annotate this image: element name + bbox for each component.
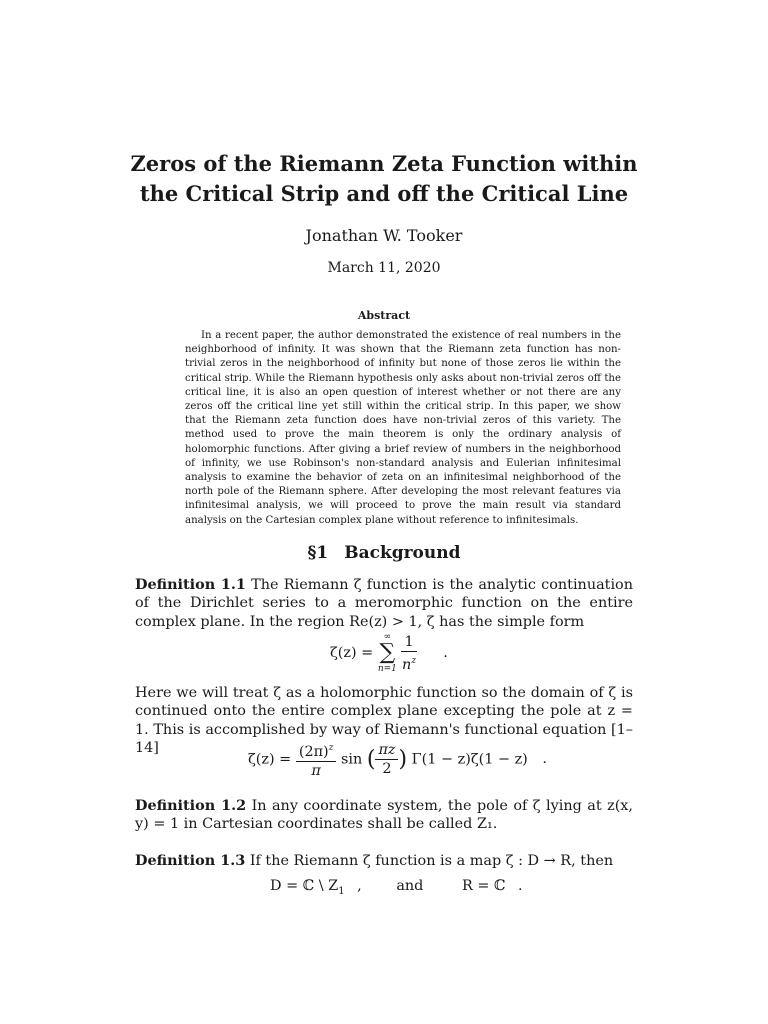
paper-title	[0, 149, 768, 209]
section-number: §1	[307, 543, 329, 563]
definition-1-3-label: Definition 1.3	[135, 852, 246, 869]
definition-1-1-text: The Riemann ζ function is the analytic continuation of the Dirichlet series to a meromorphic function on the entire complex plane. In the region Re(z) > 1, ζ has the simple form	[135, 577, 633, 630]
eq2-arg-fraction	[375, 741, 398, 778]
title-line-1: Zeros of the Riemann Zeta Function within	[130, 151, 638, 176]
definition-1-2-label: Definition 1.2	[135, 797, 247, 814]
date: March 11, 2020	[327, 260, 441, 276]
paper-page: Zeros of the Riemann Zeta Function within the Critical Strip and off the Critical Line Jonathan W. Tooker March 11, 2020 Abstract In a recent paper, the author demonstrated the existence of real numbers in the neighborhood of infinity. It was shown that the Riemann zeta function has non-trivial zeros in the neighborhood of infinity but none of those zeros lie within the critical strip. While the Riemann hypothesis only asks about non-trivial zeros off the critical line, it is also an open question of interest whether or not there are any zeros off the critical line yet still within the critical strip. In this paper, we show that the Riemann zeta function does have non-trivial zeros of this variety. The method used to prove the main theorem is only the ordinary analysis of holomorphic functions. After giving a brief review of numbers in the neighborhood of infinity, we use Robinson's non-standard analysis and Eulerian infinitesimal analysis to examine the behavior of zeta on an infinitesimal neighborhood of the north pole of the Riemann sphere. After developing the most relevant features via infinitesimal analysis, we will proceed to prove the main result via standard analysis on the Cartesian complex plane without reference to infinitesimals. §1 Background Definition 1.1 The Riemann ζ function is the analytic continuation of the Dirichlet series to a meromorphic function on the entire complex plane. In the region Re(z) > 1, ζ has the simple form ζ(z) = ∞ ∑ n=1 $\frac{1}{n^z}$ . Here we will treat ζ as a holomorphic function so the domain of ζ is continued onto the entire complex plane excepting the pole at z = 1. This is accomplished by way of Riemann's functional equation [1–14] ζ(z) = $\frac{(2\pi)^z}{\pi}$ sin ( $\frac{\pi z}{2}$ ) Γ(1 − z)ζ(1 − z) . Definition 1.2 In any coordinate system, the pole of ζ lying at z(x, y) = 1 in Cartesian coordinates shall be called Z₁. Definition 1.3 If the Riemann ζ function is a map ζ : D → R, then D = ℂ \ $Z_1$ , and R = ℂ .	[0, 0, 768, 1024]
definition-1-2-text: In any coordinate system, the pole of ζ lying at z(x, y) = 1 in Cartesian coordinates shall be called Z₁.	[135, 798, 634, 833]
section-title: Background	[344, 543, 461, 563]
author: Jonathan W. Tooker	[305, 226, 463, 245]
eq3-and: and	[396, 878, 424, 894]
eq2-denominator: π	[311, 762, 321, 779]
definition-1-2	[135, 797, 633, 834]
summation: ∞ ∑ n=1	[377, 632, 397, 674]
abstract-body: In a recent paper, the author demonstrated the existence of real numbers in the neighborhood of infinity. It was shown that the Riemann zeta function has non-trivial zeros in the neighborhood of infinity but none of those zeros lie within the critical strip. While the Riemann hypothesis only asks about non-trivial zeros off the critical line, it is also an open question of interest whether or not there are any zeros off the critical line yet still within the critical strip. In this paper, we show that the Riemann zeta function does have non-trivial zeros of this variety. The method used to prove the main theorem is only the ordinary analysis of holomorphic functions. After giving a brief review of numbers in the neighborhood of infinity, we use Robinson's non-standard analysis and Eulerian infinitesimal analysis to examine the behavior of zeta on an infinitesimal neighborhood of the north pole of the Riemann sphere. After developing the most relevant features via infinitesimal analysis, we will proceed to prove the main result via standard analysis on the Cartesian complex plane without reference to infinitesimals.	[185, 330, 621, 526]
eq3-range: R = ℂ	[461, 878, 506, 894]
sum-upper: ∞	[383, 632, 392, 642]
eq3-domain: D = ℂ \ $Z_1$	[270, 878, 345, 897]
eq2-period: .	[542, 751, 547, 768]
sum-lower: n=1	[377, 664, 397, 674]
eq1-period: .	[443, 645, 448, 661]
eq2-lhs: ζ(z) =	[248, 751, 292, 768]
eq2-rest: Γ(1 − z)ζ(1 − z)	[411, 751, 528, 768]
eq2-arg-numerator: πz	[375, 741, 398, 760]
definition-1-3-text: If the Riemann ζ function is a map ζ : D → R, then	[249, 853, 614, 869]
eq2-fraction	[296, 739, 337, 780]
eq2-numerator: $(2\pi)^z$	[296, 739, 337, 762]
definition-1-1	[135, 576, 633, 631]
eq1-lhs: ζ(z) =	[330, 645, 374, 661]
definition-1-1-label: Definition 1.1	[135, 576, 246, 593]
definition-1-3	[135, 852, 633, 870]
eq2-sin: sin	[341, 751, 363, 768]
eq1-fraction	[401, 633, 416, 674]
eq3-comma: ,	[357, 878, 362, 894]
eq3-period: .	[518, 878, 523, 894]
abstract-heading: Abstract	[357, 309, 411, 322]
eq2-arg-denominator: 2	[382, 760, 392, 777]
eq1-numerator: 1	[401, 633, 416, 652]
section-heading	[0, 543, 768, 563]
eq1-denominator: $n^z$	[402, 655, 417, 673]
definition-1-1-continued: Here we will treat ζ as a holomorphic function so the domain of ζ is continued onto the entire complex plane excepting the pole at z = 1. This is accomplished by way of Riemann's functional equation [1–14]	[135, 685, 633, 757]
title-line-2: the Critical Strip and off the Critical Line	[139, 181, 629, 206]
